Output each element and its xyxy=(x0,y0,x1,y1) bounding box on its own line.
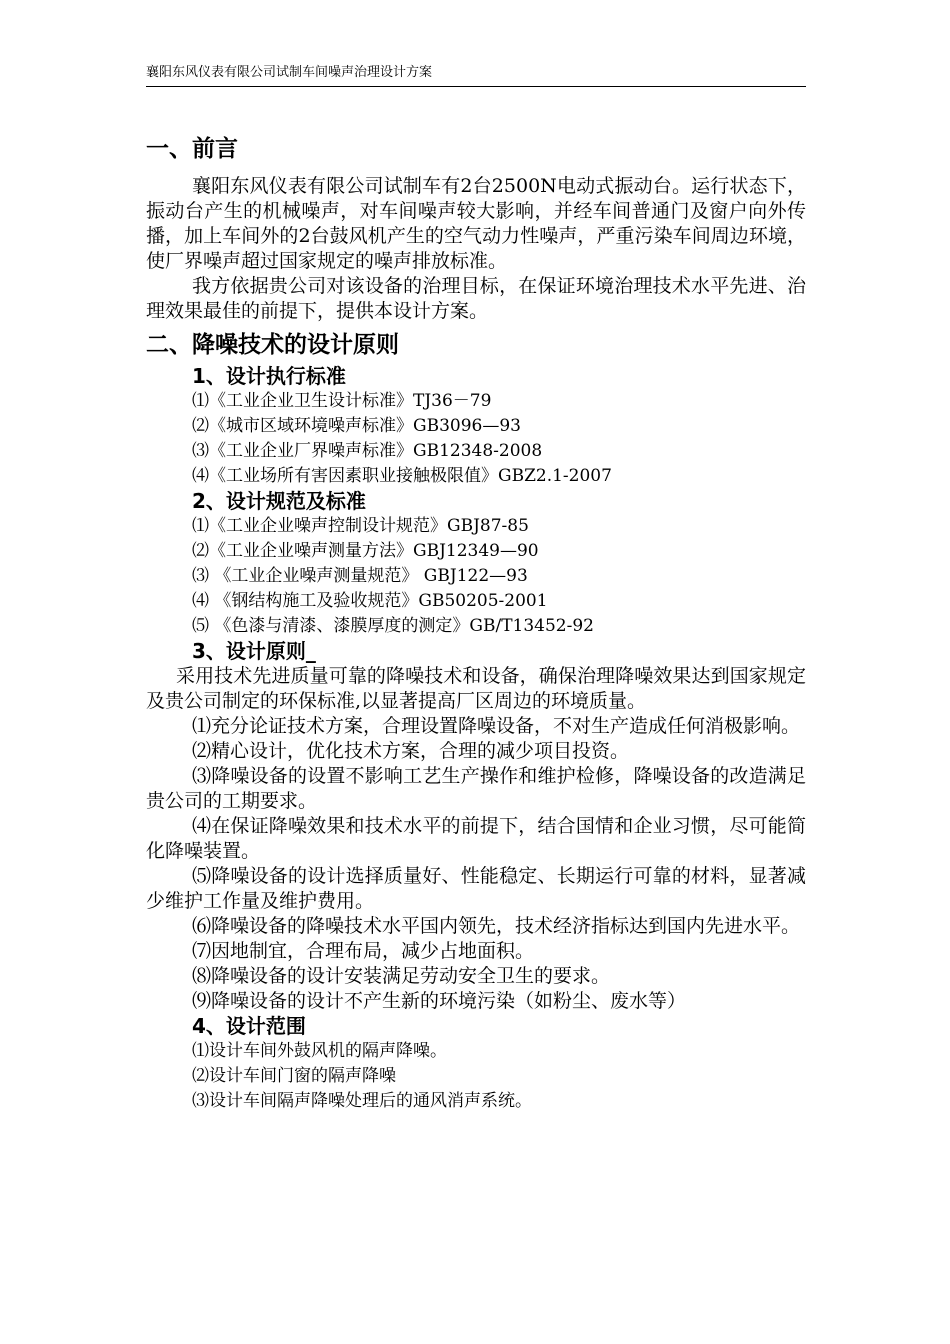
principle-item: ⑼降噪设备的设计不产生新的环境污染（如粉尘、废水等） xyxy=(192,990,687,1012)
specification-item: ⑶ 《工业企业噪声测量规范》 GBJ122—93 xyxy=(192,566,528,586)
principle-item: ⑺因地制宜，合理布局，减少占地面积。 xyxy=(192,940,535,962)
principle-item: ⑻降噪设备的设计安装满足劳动安全卫生的要求。 xyxy=(192,965,611,987)
principles-intro: 采用技术先进质量可靠的降噪技术和设备，确保治理降噪效果达到国家规定及贵公司制定的环保标准,以显著提高厂区周边的环境质量。 xyxy=(146,665,806,712)
principle-item: ⑵精心设计，优化技术方案，合理的减少项目投资。 xyxy=(192,740,630,762)
standard-item: ⑴《工业企业卫生设计标准》TJ36－79 xyxy=(192,391,492,411)
standard-item: ⑷《工业场所有害因素职业接触极限值》GBZ2.1-2007 xyxy=(192,466,612,486)
subsection-title-principles: 3、设计原则_ xyxy=(192,639,316,663)
scope-item: ⑵设计车间门窗的隔声降噪 xyxy=(192,1066,396,1086)
document-body xyxy=(146,134,806,1114)
subsection-title-scope: 4、设计范围 xyxy=(192,1014,306,1038)
principle-item: ⑸降噪设备的设计选择质量好、性能稳定、长期运行可靠的材料，显著减少维护工作量及维护费用。 xyxy=(146,865,806,912)
specification-item: ⑴《工业企业噪声控制设计规范》GBJ87-85 xyxy=(192,516,529,536)
scope-item: ⑴设计车间外鼓风机的隔声降噪。 xyxy=(192,1041,447,1061)
principle-item: ⑹降噪设备的降噪技术水平国内领先，技术经济指标达到国内先进水平。 xyxy=(192,915,801,937)
standard-item: ⑵《城市区域环境噪声标准》GB3096—93 xyxy=(192,416,521,436)
specification-item: ⑸ 《色漆与清漆、漆膜厚度的测定》GB/T13452-92 xyxy=(192,616,594,636)
preface-paragraph-2: 我方依据贵公司对该设备的治理目标，在保证环境治理技术水平先进、治理效果最佳的前提下，提供本设计方案。 xyxy=(146,275,806,322)
specification-item: ⑵《工业企业噪声测量方法》GBJ12349—90 xyxy=(192,541,539,561)
subsection-title-specifications: 2、设计规范及标准 xyxy=(192,489,366,513)
standard-item: ⑶《工业企业厂界噪声标准》GB12348-2008 xyxy=(192,441,543,461)
principle-item: ⑴充分论证技术方案，合理设置降噪设备，不对生产造成任何消极影响。 xyxy=(192,715,801,737)
subsection-title-standards: 1、设计执行标准 xyxy=(192,364,346,388)
specification-item: ⑷ 《钢结构施工及验收规范》GB50205-2001 xyxy=(192,591,548,611)
principle-item: ⑷在保证降噪效果和技术水平的前提下，结合国情和企业习惯，尽可能简化降噪装置。 xyxy=(146,815,806,862)
section-title-preface: 一、前言 xyxy=(146,136,238,162)
principle-item: ⑶降噪设备的设置不影响工艺生产操作和维护检修，降噪设备的改造满足贵公司的工期要求。 xyxy=(146,765,806,812)
page-header: 襄阳东风仪表有限公司试制车间噪声治理设计方案 xyxy=(146,66,806,87)
scope-item: ⑶设计车间隔声降噪处理后的通风消声系统。 xyxy=(192,1091,532,1111)
section-title-design-principles: 二、降噪技术的设计原则 xyxy=(146,332,399,358)
preface-paragraph-1: 襄阳东风仪表有限公司试制车有2台2500N电动式振动台。运行状态下，振动台产生的机械噪声，对车间噪声较大影响，并经车间普通门及窗户向外传播，加上车间外的2台鼓风机产生的空气动力性噪声，严重污染车间周边环境，使厂界噪声超过国家规定的噪声排放标准。 xyxy=(146,175,806,272)
